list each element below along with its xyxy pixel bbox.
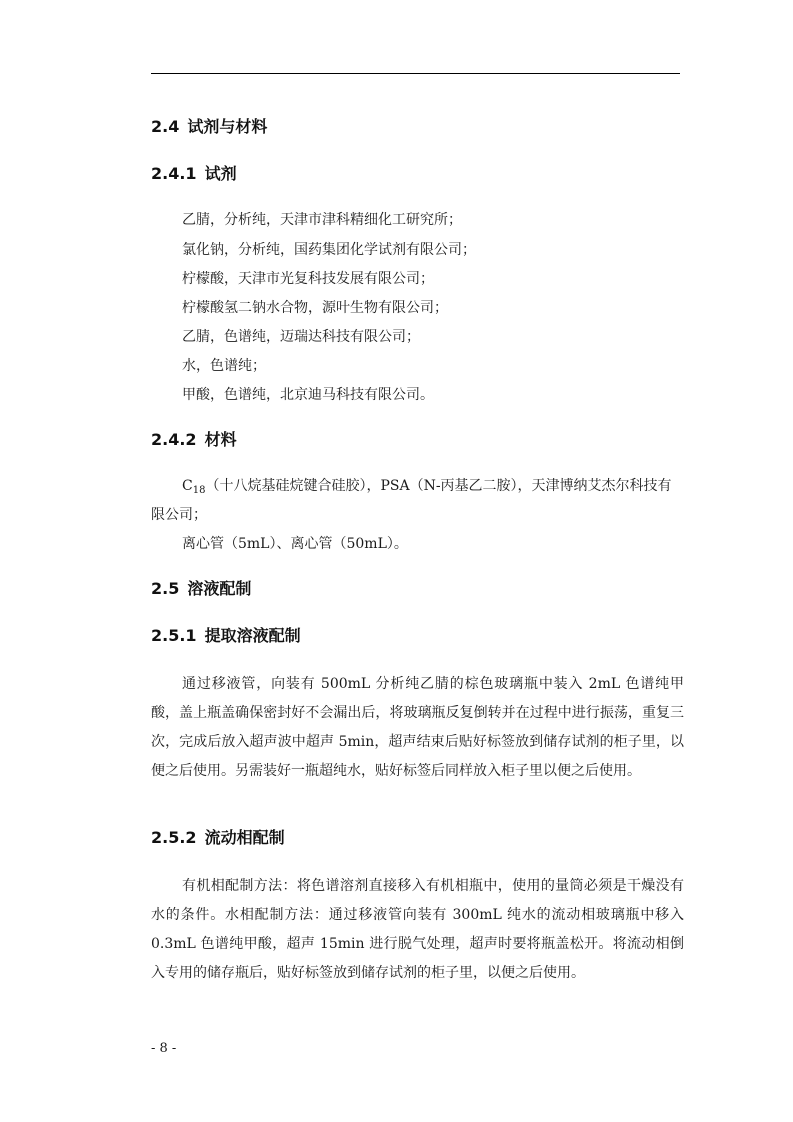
mobile-phase-paragraph: 有机相配制方法：将色谱溶剂直接移入有机相瓶中，使用的量筒必须是干燥没有水的条件。水相配制方法：通过移液管向装有 300mL 纯水的流动相玻璃瓶中移入 0.3mL 色谱纯甲酸，超声 15min 进行脱气处理，超声时要将瓶盖松开。将流动相倒入专用的储存瓶后，贴好标签放到储存试剂的柜子里，以便之后使用。: [151, 878, 684, 981]
c18-symbol: C: [182, 478, 193, 494]
reagent-item: 乙腈，分析纯，天津市津科精细化工研究所；: [182, 212, 462, 228]
heading-title: 提取溶液配制: [204, 626, 301, 645]
heading-number: 2.4.1: [151, 164, 197, 183]
heading-2-4-1: [151, 164, 237, 184]
heading-number: 2.4.2: [151, 430, 197, 449]
c18-description: （十八烷基硅烷键合硅胶），PSA（N-丙基乙二胺），天津博纳艾杰尔科技有限公司；: [151, 478, 672, 523]
material-c18-paragraph: [151, 472, 684, 530]
heading-number: 2.4: [151, 117, 180, 136]
reagent-item: 氯化钠，分析纯，国药集团化学试剂有限公司；: [182, 242, 476, 258]
heading-title: 材料: [204, 430, 237, 449]
heading-2-5-1: [151, 626, 301, 646]
heading-2-5-2: [151, 828, 285, 848]
heading-number: 2.5: [151, 579, 180, 598]
extraction-solution-paragraph: 通过移液管，向装有 500mL 分析纯乙腈的棕色玻璃瓶中装入 2mL 色谱纯甲酸，盖上瓶盖确保密封好不会漏出后，将玻璃瓶反复倒转并在过程中进行振荡，重复三次，完成后放入超声波中超声 5min，超声结束后贴好标签放到储存试剂的柜子里，以便之后使用。另需装好一瓶超纯水，贴好标签后同样放入柜子里以便之后使用。: [151, 676, 684, 779]
heading-number: 2.5.1: [151, 626, 197, 645]
reagent-item: 甲酸，色谱纯，北京迪马科技有限公司。: [182, 387, 434, 403]
reagent-item: 柠檬酸，天津市光复科技发展有限公司；: [182, 271, 434, 287]
material-tubes: 离心管（5mL）、离心管（50mL）。: [182, 536, 408, 552]
heading-2-4-2: [151, 430, 237, 450]
heading-title: 试剂: [204, 164, 237, 183]
heading-2-5: [151, 579, 251, 599]
heading-title: 溶液配制: [187, 579, 252, 598]
heading-title: 流动相配制: [204, 828, 285, 847]
header-rule: [151, 73, 680, 74]
reagent-item: 乙腈，色谱纯，迈瑞达科技有限公司；: [182, 329, 420, 345]
c18-subscript: 18: [192, 485, 206, 496]
reagent-item: 柠檬酸氢二钠水合物，源叶生物有限公司；: [182, 300, 448, 316]
reagent-item: 水，色谱纯；: [182, 358, 266, 374]
page-number: - 8 -: [151, 1041, 177, 1056]
heading-2-4: [151, 117, 267, 137]
heading-title: 试剂与材料: [187, 117, 268, 136]
heading-number: 2.5.2: [151, 828, 197, 847]
